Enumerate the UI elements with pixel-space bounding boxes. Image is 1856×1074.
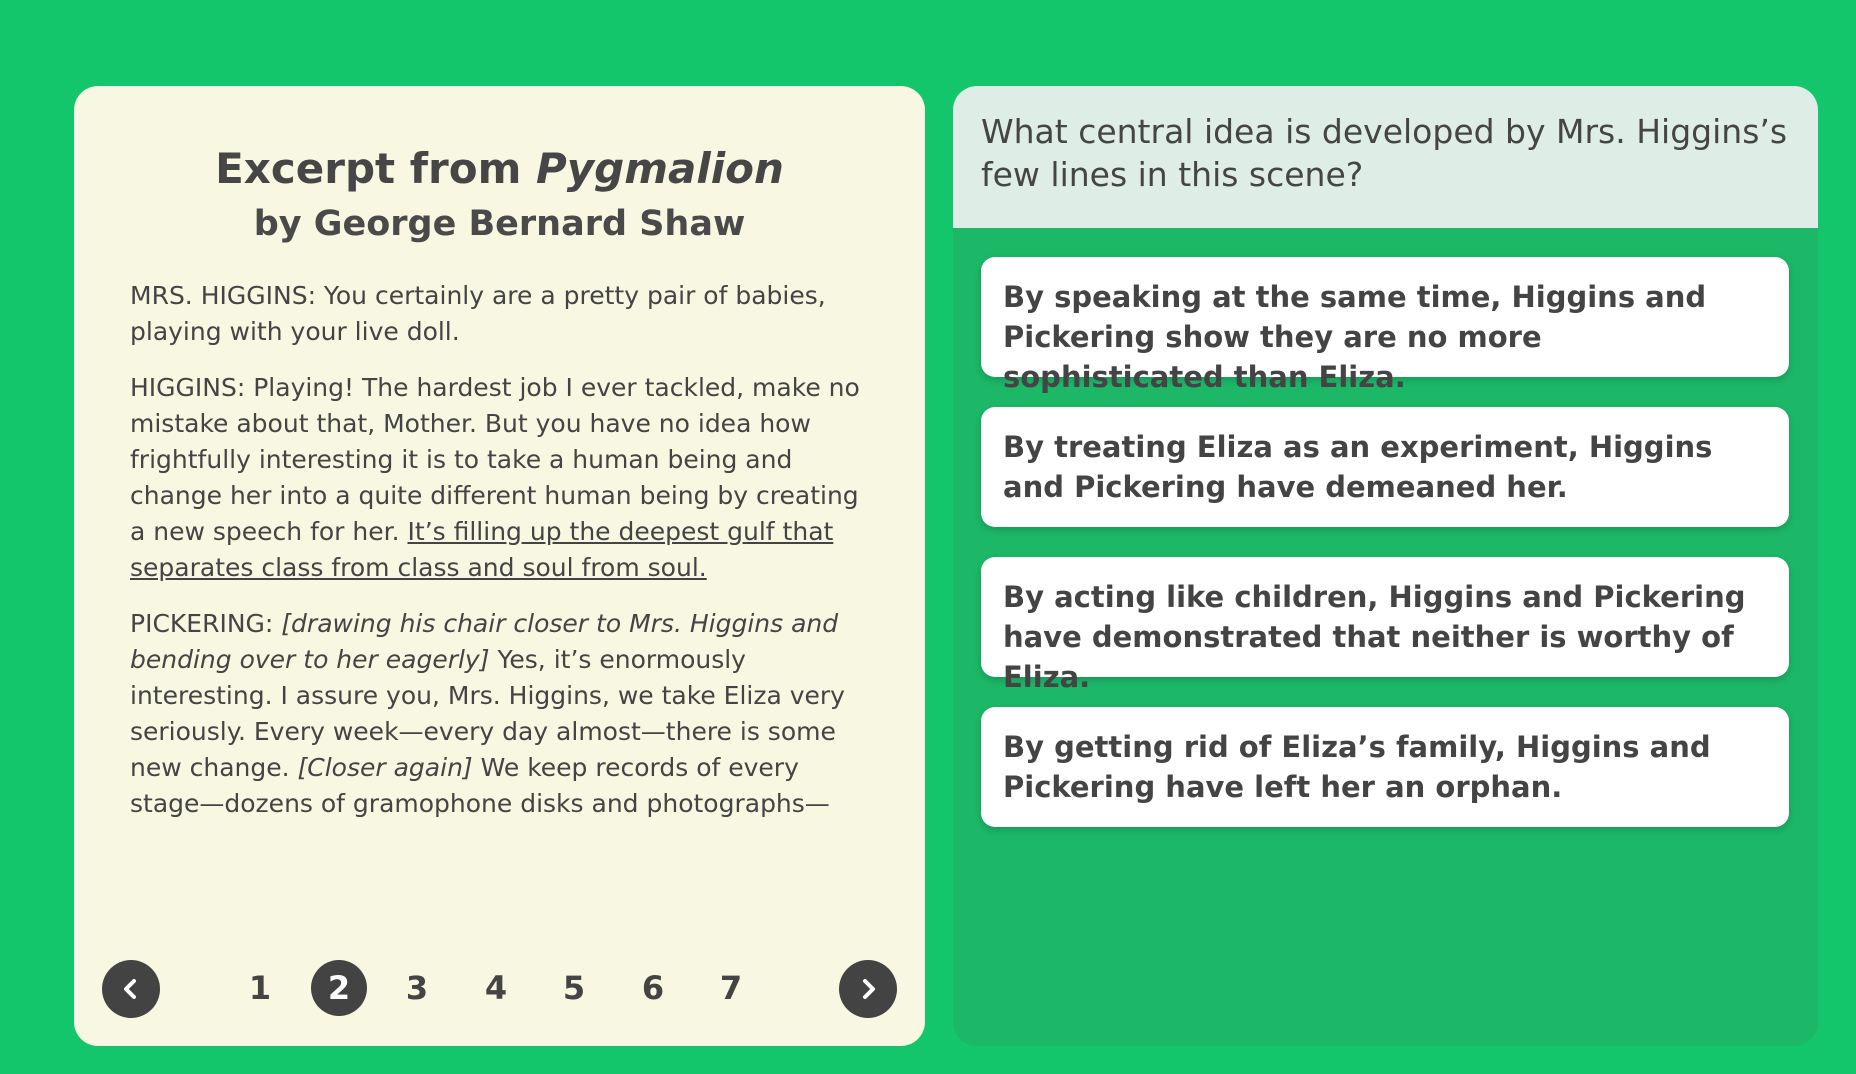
passage-author: by George Bernard Shaw [253,204,746,244]
page-button-6[interactable]: 6 [641,969,665,1007]
passage-card [74,86,925,1046]
chevron-left-icon [119,977,143,1001]
paragraph-pickering: PICKERING: [drawing his chair closer to Mrs. Higgins and bending over to her eagerly] Yes, it’s enormously interesting. I assure you, Mrs. Higgins, we take Eliza very seriously. Every week—every day almost—there is some new change. [Closer again] We keep records of every stage—dozens of gramophone disks and photographs— [130,609,845,818]
page-button-4[interactable]: 4 [484,969,508,1007]
page-button-2[interactable]: 2 [311,960,367,1016]
passage-text [130,278,870,842]
page-button-5[interactable]: 5 [562,969,586,1007]
prev-page-button[interactable] [102,960,160,1018]
page-button-3[interactable]: 3 [405,969,429,1007]
chevron-right-icon [856,977,880,1001]
answer-choice-3[interactable]: By acting like children, Higgins and Pickering have demonstrated that neither is worthy of Eliza. [981,557,1789,677]
stage-direction: [Closer again] [297,753,473,782]
page-button-1[interactable]: 1 [248,969,272,1007]
passage-title: Excerpt from Pygmalion [215,144,784,193]
pagination [102,960,897,1018]
answer-choice-1[interactable]: By speaking at the same time, Higgins and Pickering show they are no more sophisticated than Eliza. [981,257,1789,377]
question-panel [953,86,1818,1046]
stage-direction: [drawing his chair closer to Mrs. Higgins and bending over to her eagerly] [130,609,839,674]
underlined-sentence: It’s filling up the deepest gulf that separates class from class and soul from soul. [130,517,834,582]
answer-choice-4[interactable]: By getting rid of Eliza’s family, Higgins and Pickering have left her an orphan. [981,707,1789,827]
paragraph-higgins: HIGGINS: Playing! The hardest job I ever tackled, make no mistake about that, Mother. But you have no idea how frightfully interesting it is to take a human being and change her into a quite different human being by creating a new speech for her. It’s filling up the deepest gulf that separates class from class and soul from soul. [130,373,860,582]
page-button-7[interactable]: 7 [719,969,743,1007]
question-prompt: What central idea is developed by Mrs. Higgins’s few lines in this scene? [953,86,1818,228]
next-page-button[interactable] [839,960,897,1018]
work-title: Pygmalion [535,144,784,193]
paragraph-mrs-higgins: MRS. HIGGINS: You certainly are a pretty pair of babies, playing with your live doll. [130,281,826,346]
answer-choice-2[interactable]: By treating Eliza as an experiment, Higgins and Pickering have demeaned her. [981,407,1789,527]
